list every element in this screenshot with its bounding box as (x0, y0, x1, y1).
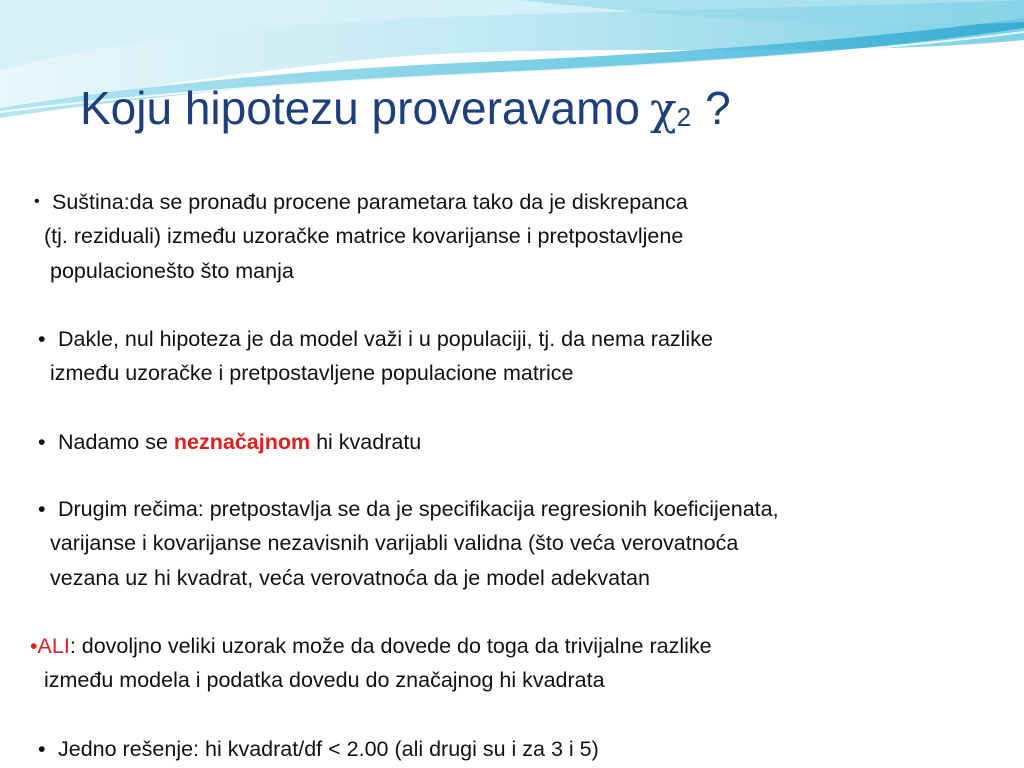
bullet-marker: • (38, 737, 46, 761)
bullet-line: populacionešto što manja (50, 259, 294, 283)
bullet-marker: • (38, 430, 46, 454)
bullet-text: Nadamo se (58, 430, 174, 454)
bullet-marker: • (34, 193, 40, 210)
bullet-line: Drugim rečima: pretpostavlja se da je specifikacija regresionih koeficijenata, (58, 497, 779, 521)
highlight-neznacajnom: neznačajnom (173, 430, 311, 454)
bullet-line: varijanse i kovarijanse nezavisnih varijabli validna (što veća verovatnoća (50, 531, 739, 555)
highlight-ali: ALI (37, 634, 70, 658)
bullet-marker: • (30, 634, 38, 658)
bullet-marker: • (38, 497, 46, 521)
bullet-line: između uzoračke i pretpostavljene populacione matrice (50, 361, 574, 385)
bullet-line (58, 427, 421, 457)
bullet-line: Suština:da se pronađu procene parametara tako da je diskrepanca (52, 190, 688, 214)
bullet-line: (tj. reziduali) između uzoračke matrice kovarijanse i pretpostavljene (44, 224, 684, 248)
bullet-line (30, 631, 712, 661)
title-text: Koju hipotezu proveravamo (80, 82, 640, 134)
bullet-text: hi kvadratu (310, 430, 422, 454)
bullet-line: Jedno rešenje: hi kvadrat/df < 2.00 (ali drugi su i za 3 i 5) (58, 737, 599, 761)
bullet-line: između modela i podatka dovedu do značajnog hi kvadrata (44, 668, 605, 692)
bullet-line: Dakle, nul hipoteza je da model važi i u populaciji, tj. da nema razlike (58, 327, 713, 351)
chi-symbol: χ (650, 84, 677, 135)
bullet-line: vezana uz hi kvadrat, veća verovatnoća da je model adekvatan (50, 566, 650, 590)
bullet-marker: • (38, 327, 46, 351)
bullet-text: : dovoljno veliki uzorak može da dovede do toga da trivijalne razlike (69, 634, 712, 658)
chi-subscript: 2 (676, 102, 692, 132)
title-question-mark: ? (705, 82, 731, 134)
